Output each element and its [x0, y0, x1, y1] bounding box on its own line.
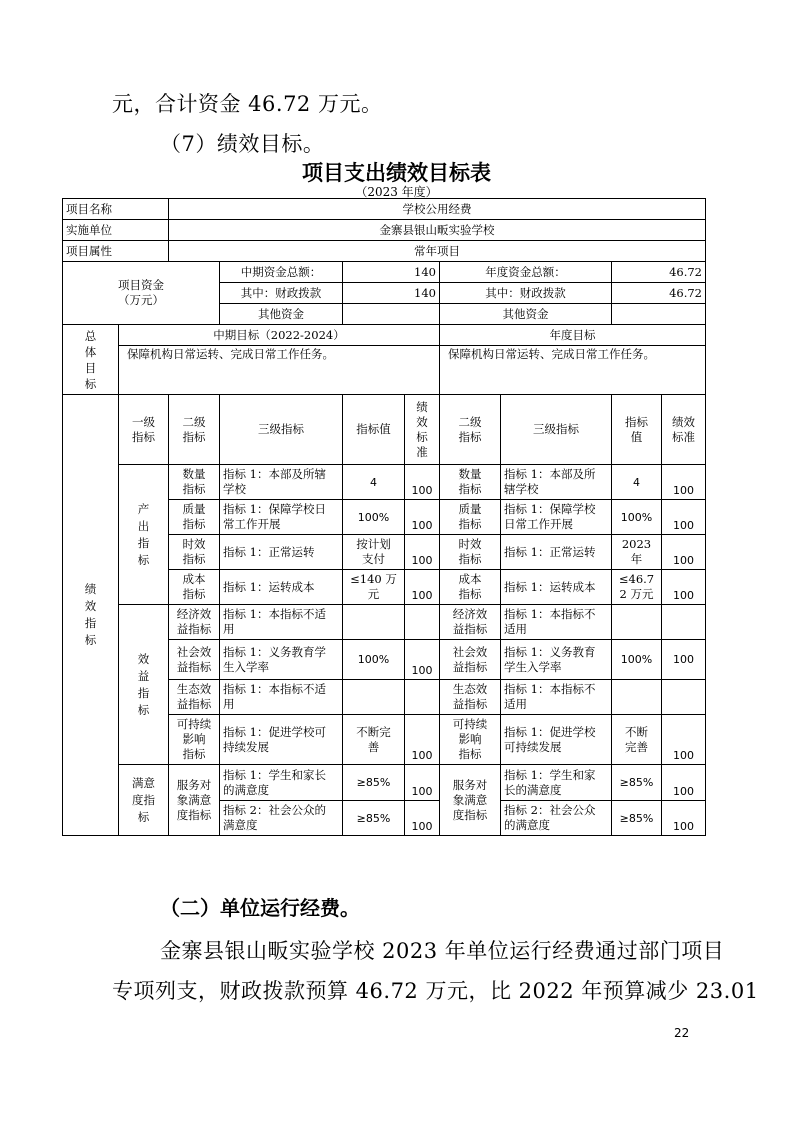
header-level3: 三级指标 [220, 395, 343, 465]
standard [405, 605, 440, 640]
l3-b: 指标 1：学生和家 长的满意度 [501, 765, 612, 801]
header-level1: 一级 指标 [119, 395, 169, 465]
attr-label: 项目属性 [63, 241, 169, 262]
value: 不断完 善 [343, 715, 405, 765]
annual-other-value [612, 304, 706, 325]
unit-label: 实施单位 [63, 220, 169, 241]
mid-total-label: 中期资金总额： [220, 262, 343, 283]
standard: 100 [405, 500, 440, 535]
annual-other-label: 其他资金 [440, 304, 612, 325]
project-name: 学校公用经费 [169, 199, 706, 220]
goals-label: 总 体 目 标 [63, 325, 119, 395]
l3: 指标 1：促进学校可 持续发展 [220, 715, 343, 765]
value: 4 [343, 465, 405, 500]
header-level3-b: 三级指标 [501, 395, 612, 465]
table-title: 项目支出绩效目标表 [302, 161, 491, 185]
standard-b: 100 [662, 801, 706, 836]
l2-b: 服务对 象满意 度指标 [440, 765, 501, 836]
table-row [63, 465, 706, 500]
l2: 可持续 影响 指标 [169, 715, 220, 765]
value-b: ≥85% [612, 765, 662, 801]
l3: 指标 1：本指标不适 用 [220, 680, 343, 715]
l3-b: 指标 1：本指标不 适用 [501, 680, 612, 715]
l3: 指标 2：社会公众的 满意度 [220, 801, 343, 836]
standard-b: 100 [662, 715, 706, 765]
header-level2-b: 二级 指标 [440, 395, 501, 465]
standard [405, 680, 440, 715]
value: ≤140 万 元 [343, 570, 405, 605]
mid-other-value [343, 304, 440, 325]
project-name-label: 项目名称 [63, 199, 169, 220]
standard-b: 100 [662, 765, 706, 801]
attr-value: 常年项目 [169, 241, 706, 262]
header-level2: 二级 指标 [169, 395, 220, 465]
annual-goal-header: 年度目标 [440, 325, 706, 346]
standard-b: 100 [662, 535, 706, 570]
l3-b: 指标 1：运转成本 [501, 570, 612, 605]
l2: 社会效 益指标 [169, 640, 220, 680]
standard: 100 [405, 765, 440, 801]
l3-b: 指标 1：本指标不 适用 [501, 605, 612, 640]
group-benefit: 效 益 指 标 [119, 605, 169, 765]
funds-label: 项目资金 （万元） [63, 262, 220, 325]
mid-goal-text: 保障机构日常运转、完成日常工作任务。 [119, 346, 440, 395]
standard-b: 100 [662, 465, 706, 500]
value: 100% [343, 640, 405, 680]
value-b: 100% [612, 500, 662, 535]
value-b: 2023 年 [612, 535, 662, 570]
value-b [612, 605, 662, 640]
l2-b: 经济效 益指标 [440, 605, 501, 640]
value-b: 100% [612, 640, 662, 680]
l3-b: 指标 1：促进学校 可持续发展 [501, 715, 612, 765]
l2-b: 时效 指标 [440, 535, 501, 570]
l2: 数量 指标 [169, 465, 220, 500]
indicators-label: 绩 效 指 标 [63, 395, 119, 836]
value: ≥85% [343, 801, 405, 836]
mid-goal-header: 中期目标（2022-2024） [119, 325, 440, 346]
value-b: 不断 完善 [612, 715, 662, 765]
unit-value: 金寨县银山畈实验学校 [169, 220, 706, 241]
header-value-b: 指标 值 [612, 395, 662, 465]
annual-total-label: 年度资金总额： [440, 262, 612, 283]
value: ≥85% [343, 765, 405, 801]
mid-total-value: 140 [343, 262, 440, 283]
value-b: 4 [612, 465, 662, 500]
value [343, 680, 405, 715]
mid-other-label: 其他资金 [220, 304, 343, 325]
value: 100% [343, 500, 405, 535]
table-row [63, 765, 706, 801]
annual-fiscal-value: 46.72 [612, 283, 706, 304]
l2-b: 数量 指标 [440, 465, 501, 500]
l2-b: 可持续 影响 指标 [440, 715, 501, 765]
l2: 时效 指标 [169, 535, 220, 570]
standard: 100 [405, 535, 440, 570]
header-value: 指标值 [343, 395, 405, 465]
l3-b: 指标 2：社会公众 的满意度 [501, 801, 612, 836]
l2: 生态效 益指标 [169, 680, 220, 715]
l2-b: 成本 指标 [440, 570, 501, 605]
annual-total-value: 46.72 [612, 262, 706, 283]
l3-b: 指标 1：本部及所 辖学校 [501, 465, 612, 500]
l3: 指标 1：本部及所辖 学校 [220, 465, 343, 500]
mid-fiscal-label: 其中：财政拨款 [220, 283, 343, 304]
l2: 成本 指标 [169, 570, 220, 605]
l3: 指标 1：义务教育学 生入学率 [220, 640, 343, 680]
standard-b [662, 680, 706, 715]
paragraph-line-1: 金寨县银山畈实验学校 2023 年单位运行经费通过部门项目 [160, 939, 725, 963]
page-number: 22 [674, 1026, 690, 1040]
table-year: （2023 年度） [355, 185, 438, 199]
paragraph-line-2: 专项列支，财政拨款预算 46.72 万元，比 2022 年预算减少 23.01 [112, 979, 759, 1003]
section2-heading: （二）单位运行经费。 [160, 896, 360, 920]
l3-b: 指标 1：义务教育 学生入学率 [501, 640, 612, 680]
value-b: ≥85% [612, 801, 662, 836]
standard: 100 [405, 640, 440, 680]
performance-table [62, 198, 706, 836]
l3: 指标 1：学生和家长 的满意度 [220, 765, 343, 801]
group-satisfaction: 满意 度指 标 [119, 765, 169, 836]
mid-fiscal-value: 140 [343, 283, 440, 304]
header-standard: 绩 效 标 准 [405, 395, 440, 465]
l2-b: 质量 指标 [440, 500, 501, 535]
value [343, 605, 405, 640]
l2: 质量 指标 [169, 500, 220, 535]
l3-b: 指标 1：正常运转 [501, 535, 612, 570]
standard-b: 100 [662, 500, 706, 535]
annual-goal-text: 保障机构日常运转、完成日常工作任务。 [440, 346, 706, 395]
l2-b: 生态效 益指标 [440, 680, 501, 715]
standard: 100 [405, 715, 440, 765]
value-b [612, 680, 662, 715]
l3-b: 指标 1：保障学校 日常工作开展 [501, 500, 612, 535]
value-b: ≤46.7 2 万元 [612, 570, 662, 605]
l3: 指标 1：运转成本 [220, 570, 343, 605]
standard-b [662, 605, 706, 640]
l3: 指标 1：保障学校日 常工作开展 [220, 500, 343, 535]
table-row [63, 605, 706, 640]
annual-fiscal-label: 其中：财政拨款 [440, 283, 612, 304]
l2: 服务对 象满意 度指标 [169, 765, 220, 836]
standard: 100 [405, 465, 440, 500]
header-standard-b: 绩效 标准 [662, 395, 706, 465]
l2-b: 社会效 益指标 [440, 640, 501, 680]
intro-line-2: （7）绩效目标。 [160, 132, 325, 156]
standard: 100 [405, 570, 440, 605]
standard-b: 100 [662, 640, 706, 680]
l3: 指标 1：本指标不适 用 [220, 605, 343, 640]
standard-b: 100 [662, 570, 706, 605]
l2: 经济效 益指标 [169, 605, 220, 640]
l3: 指标 1：正常运转 [220, 535, 343, 570]
standard: 100 [405, 801, 440, 836]
intro-line-1: 元，合计资金 46.72 万元。 [112, 92, 383, 116]
value: 按计划 支付 [343, 535, 405, 570]
group-output: 产 出 指 标 [119, 465, 169, 605]
